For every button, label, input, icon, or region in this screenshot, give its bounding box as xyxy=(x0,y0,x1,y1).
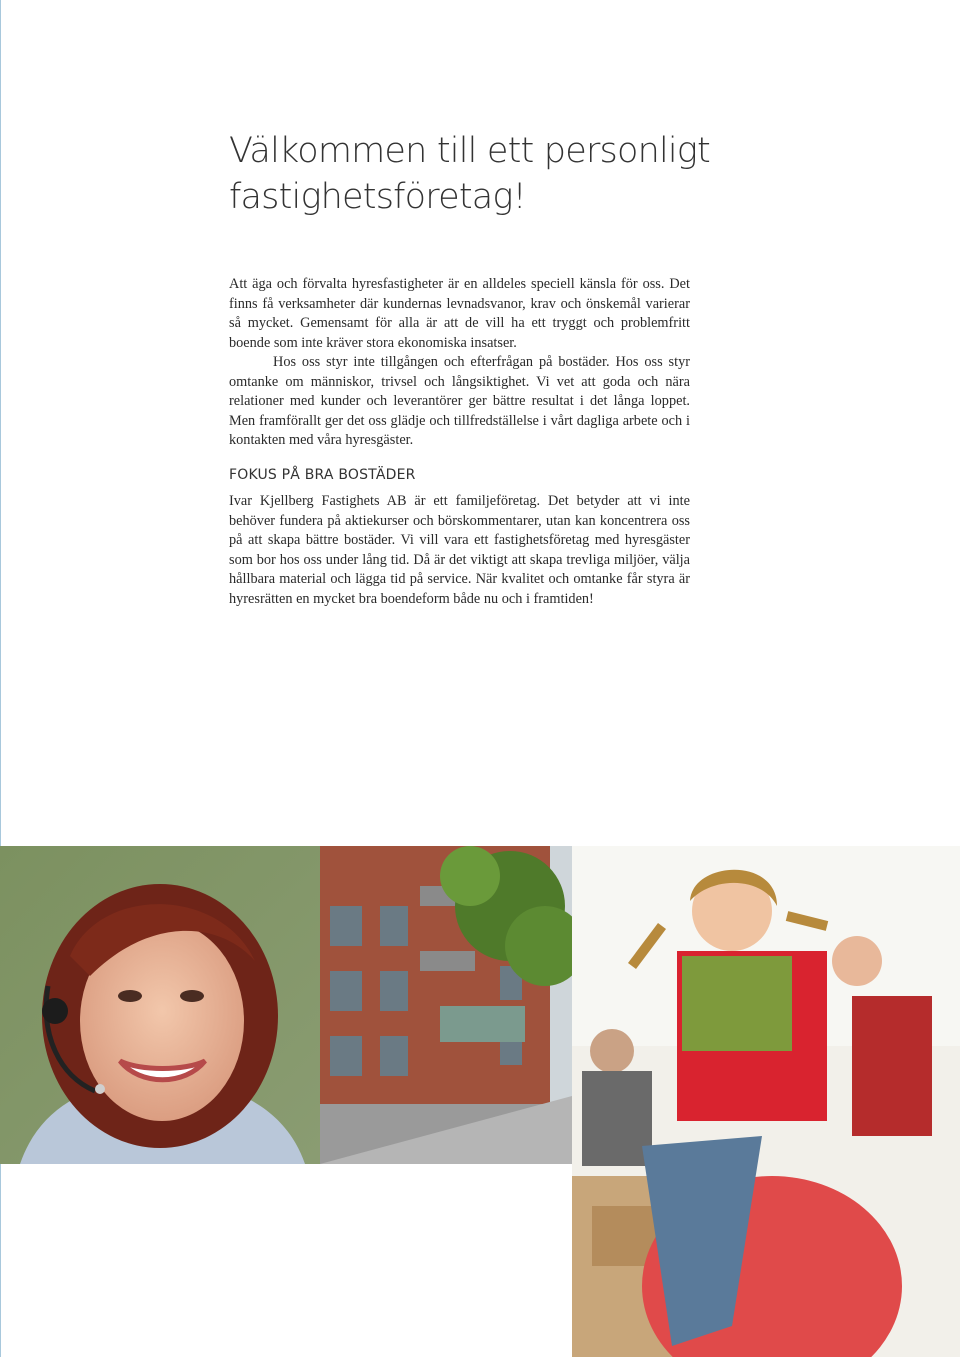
intro-paragraph-1: Att äga och förvalta hyresfastigheter är en alldeles speciell känsla för oss. Det finns få verksamheter där kundernas levnadsvanor, krav och önskemål varierar så mycket. Gemensamt för alla är att de vill ha ett tryggt och problemfritt boende som inte kräver stora ekonomiska insatser. xyxy=(229,276,690,351)
photo-customer-service-woman xyxy=(0,846,320,1164)
focus-section xyxy=(229,492,690,609)
page-title-line-1: Välkommen till ett personligt xyxy=(229,131,710,171)
page-title-line-2: fastighetsföretag! xyxy=(229,177,526,217)
page-title xyxy=(229,128,789,220)
intro-paragraph-2: Hos oss styr inte tillgången och efterfrågan på bostäder. Hos oss styr omtanke om människor, trivsel och långsiktighet. Vi vet att goda och nära relationer med kunder och leverantörer ger bättre resultat i det långa loppet. Men framförallt ger det oss glädje och tillfredställelse i vårt dagliga arbete och i kontakten med våra hyresgäster. xyxy=(229,354,690,448)
focus-paragraph: Ivar Kjellberg Fastighets AB är ett familjeföretag. Det betyder att vi inte behöver fundera på aktiekurser och börskommentarer, utan kan koncentrera oss på att skapa bättre bostäder. Vi vill vara ett fastighetsföretag med hyresgäster som bor hos oss under lång tid. Då är det viktigt att skapa trevliga miljöer, välja hållbara material och lägga tid på service. När kvalitet och omtanke får styra är hyresrätten en mycket bra boendeform både nu och i framtiden! xyxy=(229,493,690,607)
intro-section xyxy=(229,275,690,451)
photo-children-playing xyxy=(572,846,960,1357)
photo-apartment-building xyxy=(320,846,572,1164)
section-heading-focus: FOKUS PÅ BRA BOSTÄDER xyxy=(229,467,416,483)
